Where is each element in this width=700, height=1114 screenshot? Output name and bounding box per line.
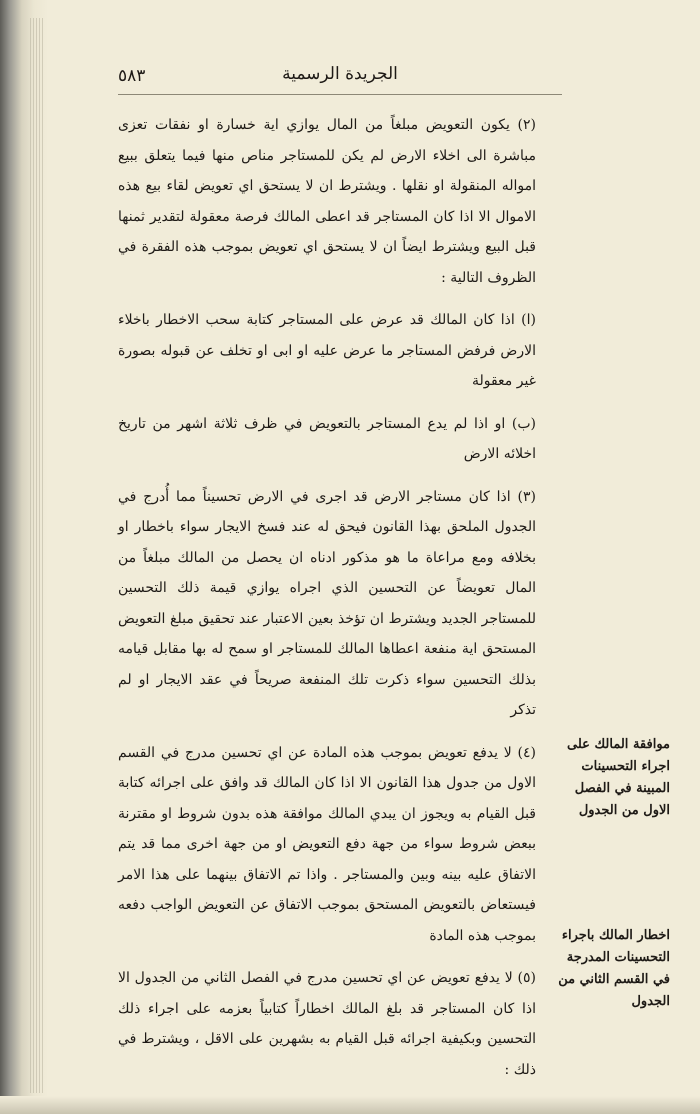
clause-b: (ب) او اذا لم يدع المستاجر بالتعويض في ظرف ثلاثة اشهر من تاريخ اخلائه الارض (118, 415, 536, 462)
margin-note-landlord-notice: اخطار المالك باجراء التحسينات المدرجة في القسم الثاني من الجدول (558, 928, 670, 1009)
running-header (118, 60, 562, 95)
body-text (118, 110, 536, 1097)
paragraph-2: (٢) يكون التعويض مبلغاً من المال يوازي اية خسارة او نفقات تعزى مباشرة الى اخلاء الارض لم يكن للمستاجر مناص منها فيما يتعلق ببيع امواله المنقولة او نقلها . ويشترط ان لا يستحق اي تعويض لقاء بيع هذه الاموال الا اذا كان المستاجر قد اعطى المالك فرصة معقولة لتقدير ثمنها قبل البيع ويشترط ايضاً ان لا يستحق اي تعويض بموجب هذه الفقرة في الظروف التالية : (118, 117, 536, 286)
paragraph-5: (٥) لا يدفع تعويض عن اي تحسين مدرج في الفصل الثاني من الجدول الا اذا كان المستاجر قد بلغ المالك اخطاراً كتابياً بعزمه على اجراء ذلك التحسين وبكيفية اجرائه قبل القيام به بشهرين على الاقل ، ويشترط في ذلك : (118, 970, 536, 1078)
page-edges (30, 18, 44, 1093)
page-bottom-shadow (0, 1096, 700, 1114)
page-number: ٥٨٣ (118, 66, 146, 86)
clause-a: (ا) اذا كان المالك قد عرض على المستاجر كتابة سحب الاخطار باخلاء الارض فرفض المستاجر ما عرض عليه او ابى او تخلف عن قبوله بصورة غير معقولة (118, 312, 536, 389)
paragraph-4: (٤) لا يدفع تعويض بموجب هذه المادة عن اي تحسين مدرج في القسم الاول من جدول هذا القانون الا اذا كان المالك قد وافق على اجرائه كتابة قبل القيام به ويجوز ان يبدي المالك موافقة هذه بدون شروط او مقترنة ببعض شروط سواء من جهة دفع التعويض او من جهة اخرى مما قد يتم الاتفاق عليه بينه وبين والمستاجر . واذا تم الاتفاق بينهما على هذا الامر فيستعاض بالتعويض المستحق بموجب الاتفاق عن التعويض الواجب دفعه بموجب هذه المادة (118, 744, 536, 944)
gazette-title: الجريدة الرسمية (282, 64, 398, 84)
paragraph-3: (٣) اذا كان مستاجر الارض قد اجرى في الارض تحسيناً مما أُدرج في الجدول الملحق بهذا القانون فيحق له عند فسخ الايجار سواء باخطار او بخلافه ومع مراعاة ما هو مذكور ادناه ان يحصل من المالك مبلغاً من المال تعويضاً عن التحسين الذي اجراه يوازي قيمة ذلك التحسين للمستاجر الجديد ويشترط ان تؤخذ بعين الاعتبار عند تحقيق مبلغ التعويض المستحق اية منفعة اعطاها المالك للمستاجر او سمح له بها مقابل قيامه بذلك التحسين سواء ذكرت تلك المنفعة صريحاً في عقد الايجار او لم تذكر (118, 488, 536, 718)
margin-note-landlord-consent: موافقة المالك على اجراء التحسينات المبينة في الفصل الاول من الجدول (567, 737, 670, 818)
